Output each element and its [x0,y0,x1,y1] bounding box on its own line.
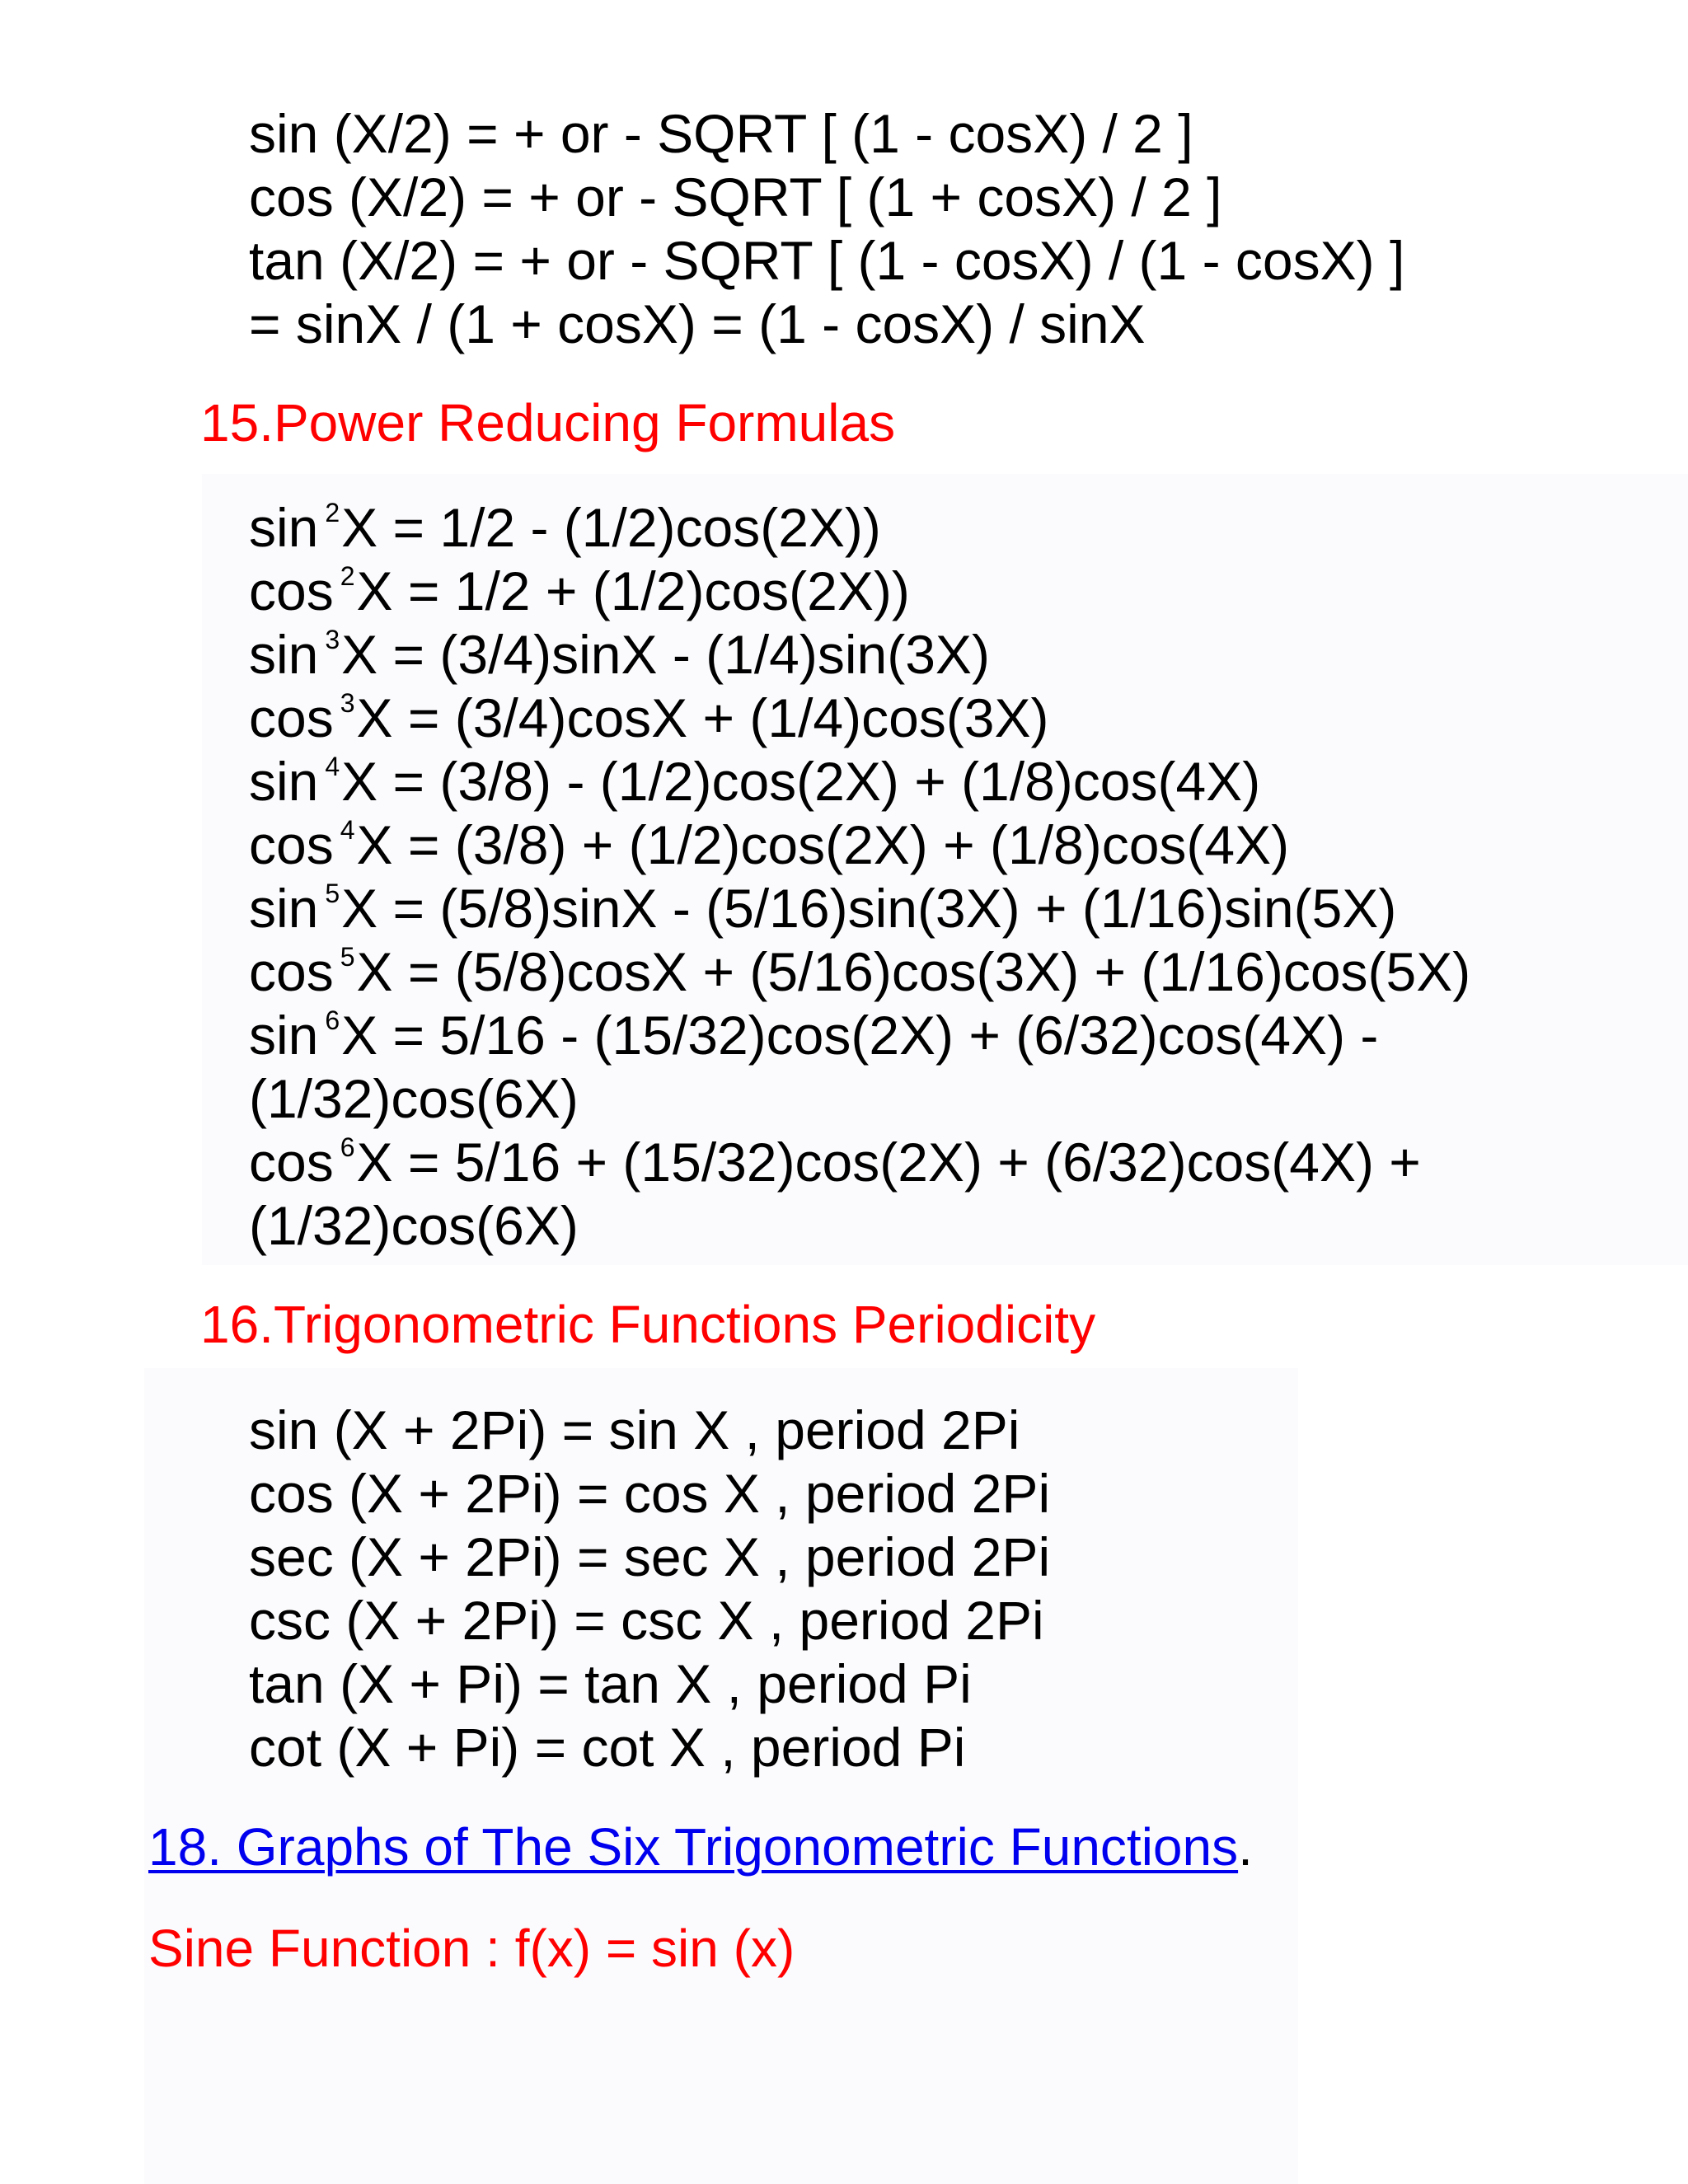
function-name: cos [249,814,334,875]
formula-rest: X = (3/8) - (1/2)cos(2X) + (1/8)cos(4X) [341,751,1261,812]
formula-line: tan (X + Pi) = tan X , period Pi [249,1653,972,1714]
exponent: 3 [340,688,355,718]
exponent: 2 [325,498,340,527]
formula-rest: X = 5/16 + (15/32)cos(2X) + (6/32)cos(4X) + [356,1132,1421,1193]
graphs-link-line [148,1816,1253,1878]
exponent: 4 [325,752,340,781]
formula-continuation-line [249,1194,1470,1258]
exponent: 5 [340,942,355,972]
formula-rest: X = 5/16 - (15/32)cos(2X) + (6/32)cos(4X) - [341,1005,1379,1066]
formula-rest: X = 1/2 + (1/2)cos(2X)) [356,560,910,621]
formula-rest: X = (5/8)sinX - (5/16)sin(3X) + (1/16)sin(5X) [341,878,1397,939]
function-name: sin [249,624,319,685]
section-heading-power-reducing: 15.Power Reducing Formulas [200,393,896,452]
formula-line: sin (X/2) = + or - SQRT [ (1 - cosX) / 2 ] [249,103,1193,164]
formula-line [249,750,1470,813]
exponent: 2 [340,561,355,591]
function-name: sin [249,751,319,812]
link-trailing-period: . [1238,1817,1253,1877]
formula-line [249,623,1470,687]
formula-line [249,496,1470,560]
exponent: 6 [340,1132,355,1162]
formula-line: sec (X + 2Pi) = sec X , period 2Pi [249,1526,1051,1587]
formula-line: cos (X + 2Pi) = cos X , period 2Pi [249,1463,1051,1524]
half-angle-formulas [249,102,1404,356]
graphs-link[interactable]: 18. Graphs of The Six Trigonometric Functions [148,1817,1239,1877]
function-name: sin [249,878,319,939]
formula-line: cot (X + Pi) = cot X , period Pi [249,1717,966,1778]
formula-rest: X = (3/4)cosX + (1/4)cos(3X) [356,687,1049,748]
exponent: 6 [325,1005,340,1035]
exponent: 3 [325,625,340,654]
exponent: 5 [325,879,340,908]
formula-line: = sinX / (1 + cosX) = (1 - cosX) / sinX [249,293,1146,354]
formula-line [249,1131,1470,1194]
formula-rest: X = (3/8) + (1/2)cos(2X) + (1/8)cos(4X) [356,814,1290,875]
formula-line: tan (X/2) = + or - SQRT [ (1 - cosX) / (1 - cosX) ] [249,230,1405,291]
sine-function-heading: Sine Function : f(x) = sin (x) [148,1919,795,1978]
section-heading-periodicity: 16.Trigonometric Functions Periodicity [200,1295,1096,1354]
formula-rest: (1/32)cos(6X) [249,1195,579,1256]
function-name: cos [249,560,334,621]
formula-rest: X = (5/8)cosX + (5/16)cos(3X) + (1/16)cos(5X) [356,941,1471,1002]
formula-line: csc (X + 2Pi) = csc X , period 2Pi [249,1590,1044,1651]
formula-line [249,940,1470,1004]
formula-line [249,687,1470,750]
formula-rest: (1/32)cos(6X) [249,1068,579,1129]
formula-rest: X = 1/2 - (1/2)cos(2X)) [341,497,881,558]
formula-line [249,813,1470,877]
formula-line [249,1004,1470,1067]
periodicity-formulas [249,1399,1050,1779]
function-name: cos [249,687,334,748]
formula-continuation-line [249,1067,1470,1131]
function-name: sin [249,1005,319,1066]
function-name: cos [249,1132,334,1193]
formula-rest: X = (3/4)sinX - (1/4)sin(3X) [341,624,990,685]
formula-line: cos (X/2) = + or - SQRT [ (1 + cosX) / 2 ] [249,166,1222,227]
function-name: sin [249,497,319,558]
formula-line: sin (X + 2Pi) = sin X , period 2Pi [249,1399,1020,1460]
power-reducing-formulas [249,496,1470,1258]
exponent: 4 [340,815,355,845]
function-name: cos [249,941,334,1002]
formula-line [249,560,1470,623]
formula-line [249,877,1470,940]
